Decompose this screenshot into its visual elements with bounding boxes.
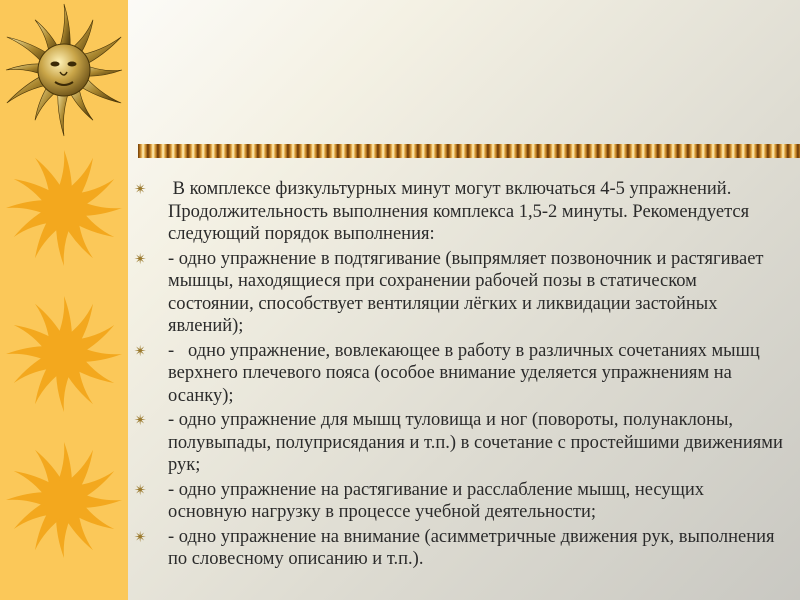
bullet-list	[134, 178, 786, 573]
list-item	[134, 526, 786, 571]
list-item-text: - одно упражнение на растягивание и расслабление мышц, несущих основную нагрузку в процессе учебной деятельности;	[168, 479, 709, 522]
star-bullet-icon: ✴	[134, 341, 147, 360]
star-bullet-icon: ✴	[134, 180, 147, 198]
sun-icon	[2, 146, 126, 270]
star-bullet-icon: ✴	[134, 480, 147, 499]
list-item	[134, 248, 786, 338]
list-item-text: - одно упражнение для мышц туловища и ног (повороты, полунаклоны, полувыпады, полуприсядания и т.п.) в сочетание с простейшими движениями рук;	[168, 410, 788, 475]
list-item-text: - одно упражнение в подтягивание (выпрямляет позвоночник и растягивает мышцы, находящиеся при сохранении рабочей позы в статическом состоянии, способствует вентиляции лёгких и ликвидации застойных явлений);	[168, 248, 769, 336]
sun-icon	[2, 438, 126, 562]
star-bullet-icon: ✴	[134, 527, 147, 546]
star-bullet-icon: ✴	[134, 249, 147, 268]
list-item-text: - одно упражнение, вовлекающее в работу в различных сочетаниях мышц верхнего плечевого пояса (особое внимание уделяется упражнениям на осанку);	[168, 340, 765, 406]
left-decor-band	[0, 0, 128, 600]
list-item	[134, 479, 786, 524]
list-item-text: - одно упражнение на внимание (асимметричные движения рук, выполнения по словесному описанию и т.п.).	[168, 526, 780, 569]
list-item-text: В комплексе физкультурных минут могут включаться 4-5 упражнений. Продолжительность выполнения комплекса 1,5-2 минуты. Рекомендуется следующий порядок выполнения:	[168, 179, 754, 244]
list-item	[134, 340, 786, 408]
list-item	[134, 178, 786, 246]
star-bullet-icon: ✴	[134, 411, 147, 429]
list-item	[134, 409, 786, 477]
gold-sun-face-icon	[0, 0, 128, 140]
sun-icon	[2, 292, 126, 416]
decorative-divider	[138, 144, 800, 158]
